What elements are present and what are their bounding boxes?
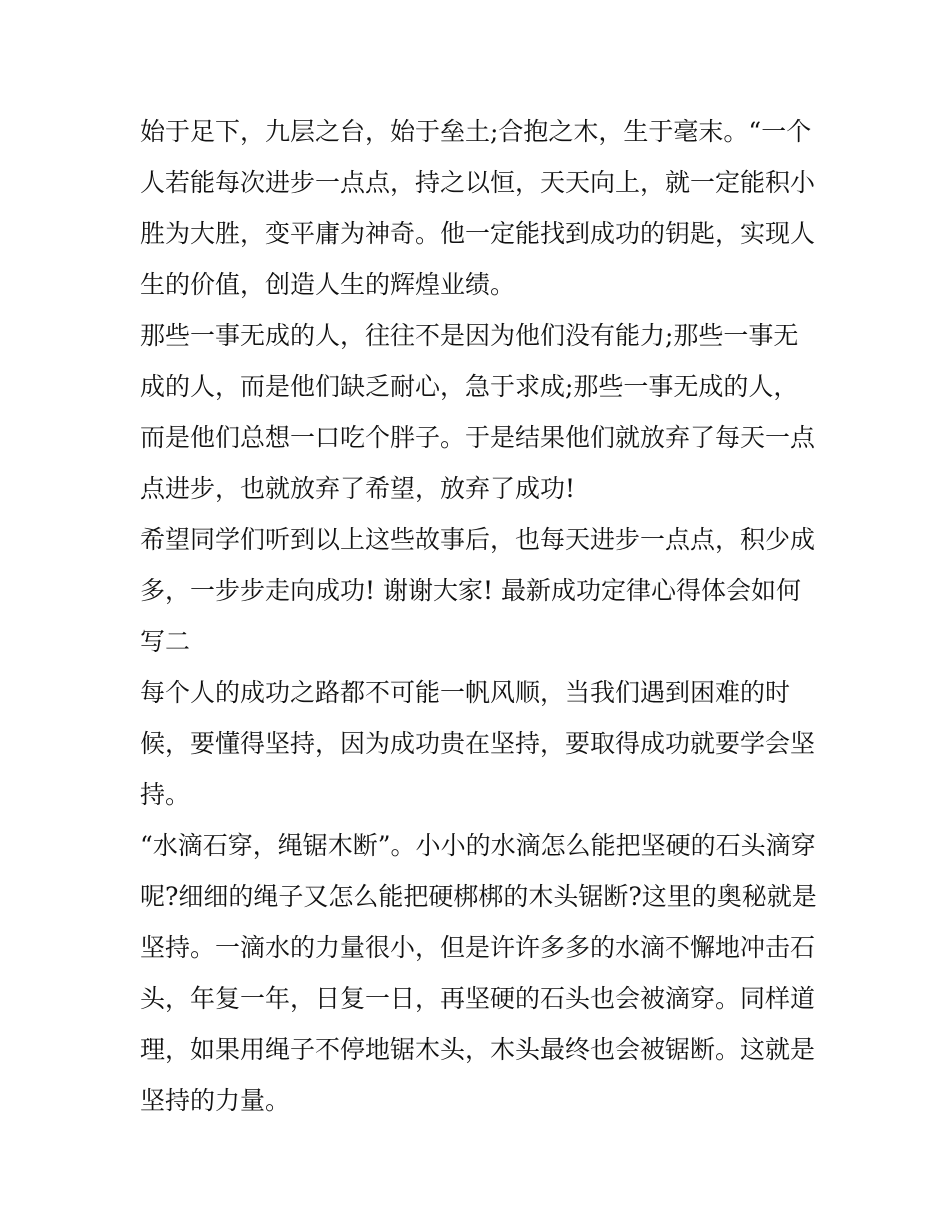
text-line: 候，要懂得坚持，因为成功贵在坚持，要取得成功就要学会坚: [140, 729, 816, 758]
text-line: 多，一步步走向成功! 谢谢大家! 最新成功定律心得体会如何: [140, 576, 801, 605]
text-line: 持。: [140, 780, 191, 809]
text-line: 胜为大胜，变平庸为神奇。他一定能找到成功的钥匙，实现人: [140, 219, 816, 248]
text-line: 呢?细细的绳子又怎么能把硬梆梆的木头锯断?这里的奥秘就是: [140, 882, 817, 911]
text-line: 坚持。一滴水的力量很小，但是许许多多的水滴不懈地冲击石: [140, 933, 816, 962]
text-line: 生的价值，创造人生的辉煌业绩。: [140, 270, 516, 299]
text-line: 人若能每次进步一点点，持之以恒，天天向上，就一定能积小: [140, 168, 816, 197]
text-line: 那些一事无成的人，往往不是因为他们没有能力;那些一事无: [140, 321, 799, 350]
text-line: 而是他们总想一口吃个胖子。于是结果他们就放弃了每天一点: [140, 423, 816, 452]
text-line: 头，年复一年，日复一日，再坚硬的石头也会被滴穿。同样道: [140, 984, 816, 1013]
text-line: 成的人，而是他们缺乏耐心，急于求成;那些一事无成的人，: [140, 372, 799, 401]
document-body: [140, 106, 820, 1126]
text-line: 写二: [140, 627, 191, 656]
text-line: “水滴石穿，绳锯木断”。小小的水滴怎么能把坚硬的石头滴穿: [140, 831, 816, 860]
text-line: 点进步，也就放弃了希望，放弃了成功!: [140, 474, 576, 503]
text-line: 始于足下，九层之台，始于垒土;合抱之木，生于毫末。“一个: [140, 117, 812, 146]
text-line: 每个人的成功之路都不可能一帆风顺，当我们遇到困难的时: [140, 678, 791, 707]
text-line: 坚持的力量。: [140, 1086, 291, 1115]
text-line: 理，如果用绳子不停地锯木头，木头最终也会被锯断。这就是: [140, 1035, 816, 1064]
text-line: 希望同学们听到以上这些故事后，也每天进步一点点，积少成: [140, 525, 816, 554]
